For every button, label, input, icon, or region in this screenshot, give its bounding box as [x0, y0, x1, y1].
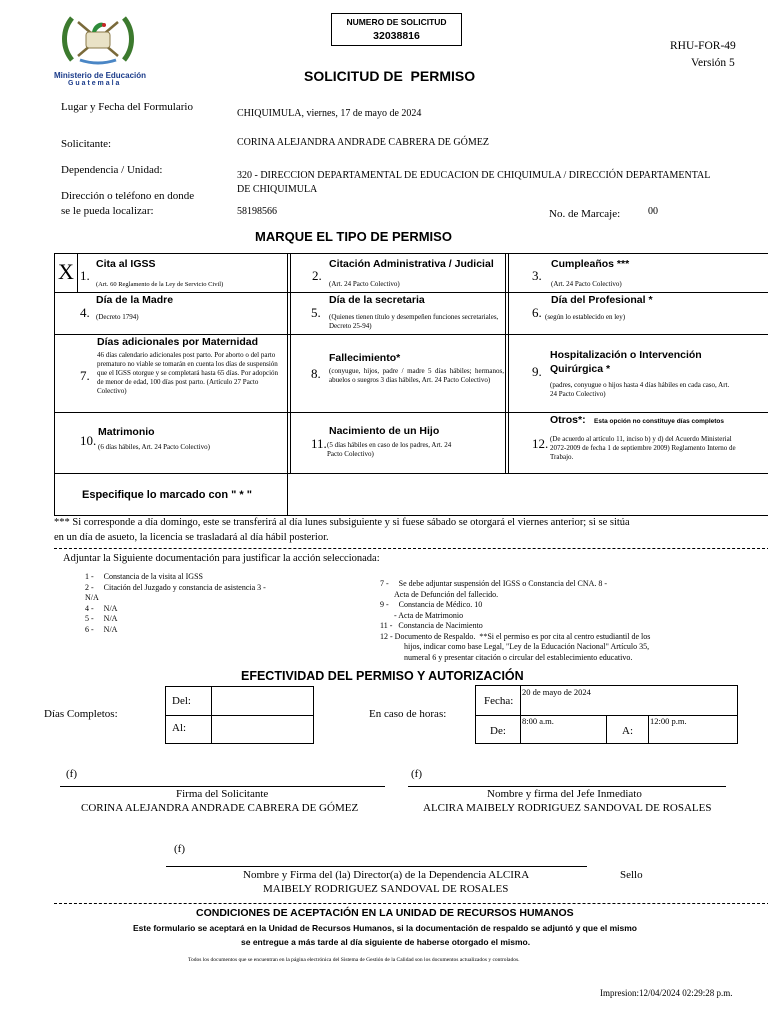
- permit-5-title[interactable]: Día de la secretaria: [329, 294, 425, 306]
- conditions-footer: Todos los documentos que se encuentran en la página electrónica del Sistema de Gestión de la Calidad son los documentos actualizados y controlados.: [188, 957, 520, 963]
- conditions-heading: CONDICIONES DE ACEPTACIÓN EN LA UNIDAD DE RECURSOS HUMANOS: [196, 907, 574, 919]
- solicitud-label: NUMERO DE SOLICITUD: [346, 17, 447, 27]
- signature-line-jefe[interactable]: [408, 786, 726, 787]
- permit-2-number: 2.: [312, 268, 322, 283]
- docs-right-list: [380, 579, 650, 663]
- permit-8-note: (conyugue, hijos, padre / madre 5 días hábiles; hermanos, abuelos o suegros 3 días hábiles, Art. 24 Pacto Colectivo): [329, 367, 504, 384]
- permit-10-note: (6 días hábiles, Art. 24 Pacto Colectivo): [98, 443, 210, 451]
- permit-3-note: (Art. 24 Pacto Colectivo): [551, 280, 622, 288]
- permit-5-number: 5.: [311, 305, 321, 320]
- del-input[interactable]: [212, 687, 312, 713]
- docs-left-item: 6 - N/A: [85, 624, 118, 634]
- permit-11-title[interactable]: Nacimiento de un Hijo: [329, 425, 440, 437]
- solicitante-caption: Firma del Solicitante: [176, 788, 269, 800]
- permit-3-number: 3.: [532, 268, 542, 283]
- sello-label: Sello: [620, 869, 643, 881]
- permit-6-title[interactable]: Día del Profesional *: [551, 294, 653, 306]
- permit-3-title[interactable]: Cumpleaños ***: [551, 258, 630, 270]
- docs-right-item: 7 - Se debe adjuntar suspensión del IGSS o Constancia del CNA. 8 -: [380, 579, 608, 588]
- docs-left-item: 2 - Citación del Juzgado y constancia de asistencia 3 -: [85, 582, 266, 592]
- footnote-line-1: *** Si corresponde a día domingo, este se transferirá al día lunes subsiguiente y si fuese sábado se otorgará el viernes anterior; si se sitúa: [54, 517, 630, 528]
- horas-table: [475, 685, 738, 744]
- solicitante-value: CORINA ALEJANDRA ANDRADE CABRERA DE GÓMEZ: [237, 137, 489, 148]
- marcaje-value: 00: [648, 206, 658, 217]
- f-mark-jefe: (f): [411, 768, 422, 780]
- permit-10-number: 10.: [80, 433, 97, 448]
- permit-2-note: (Art. 24 Pacto Colectivo): [329, 280, 400, 288]
- a-input[interactable]: 12:00 p.m.: [650, 716, 687, 726]
- print-timestamp: Impresion:12/04/2024 02:29:28 p.m.: [600, 988, 733, 998]
- lugar-value: CHIQUIMULA, viernes, 17 de mayo de 2024: [237, 108, 422, 119]
- jefe-caption: Nombre y firma del Jefe Inmediato: [487, 788, 642, 800]
- docs-heading: Adjuntar la Siguiente documentación para justificar la acción seleccionada:: [63, 553, 380, 564]
- conditions-line-1: Este formulario se aceptará en la Unidad de Recursos Humanos, si la documentación de respaldo se adjuntó y que el mismo: [133, 923, 638, 933]
- jefe-signature-name: ALCIRA MAIBELY RODRIGUEZ SANDOVAL DE ROSALES: [423, 802, 712, 814]
- director-caption-line-1: Nombre y Firma del (la) Director(a) de la Dependencia ALCIRA: [243, 869, 530, 881]
- docs-left-item: N/A: [85, 593, 99, 602]
- docs-right-item: numeral 6 y presentar citación o circular del establecimiento educativo.: [404, 652, 633, 662]
- del-label: Del:: [172, 695, 191, 707]
- dependencia-label: Dependencia / Unidad:: [61, 164, 163, 176]
- permit-12-number: 12.: [532, 436, 549, 451]
- docs-right-item: - Acta de Matrimonio: [394, 610, 464, 620]
- permit-6-note: (según lo establecido en ley): [545, 313, 626, 321]
- f-mark-solicitante: (f): [66, 768, 77, 780]
- de-input[interactable]: 8:00 a.m.: [522, 716, 554, 726]
- docs-left-item: 1 - Constancia de la visita al IGSS: [85, 572, 203, 581]
- permit-4-title[interactable]: Día de la Madre: [96, 294, 174, 306]
- coat-of-arms-icon: [58, 10, 138, 66]
- permit-8-number: 8.: [311, 366, 321, 381]
- permit-9-note: (padres, conyugue o hijos hasta 4 días hábiles en cada caso, Art. 24 Pacto Colectivo): [550, 381, 730, 398]
- divider: [54, 548, 768, 550]
- footnote-line-2: en un día de asueto, la licencia se trasladará al día hábil posterior.: [54, 532, 329, 543]
- direccion-value: 58198566: [237, 206, 277, 217]
- docs-left-list: [85, 572, 266, 635]
- especifique-field[interactable]: [290, 474, 768, 514]
- ministry-logo: [54, 10, 147, 87]
- page-title: SOLICITUD DE PERMISO: [304, 68, 476, 84]
- docs-right-item: hijos, indicar como base Legal, "Ley de la Educación Nacional" Artículo 35,: [404, 642, 650, 651]
- permit-1-title[interactable]: Cita al IGSS: [96, 258, 156, 270]
- permit-10-title[interactable]: Matrimonio: [98, 426, 155, 438]
- lugar-label: Lugar y Fecha del Formulario: [61, 101, 193, 113]
- permit-9-title[interactable]: Hospitalización o Intervención Quirúrgica *: [550, 349, 702, 375]
- solicitud-number: 32038816: [373, 30, 420, 42]
- permit-11-number: 11.: [311, 436, 327, 451]
- a-label: A:: [622, 725, 633, 737]
- permit-7-number: 7.: [80, 368, 90, 383]
- permit-4-number: 4.: [80, 305, 90, 320]
- permit-2-title[interactable]: Citación Administrativa / Judicial: [329, 258, 494, 270]
- form-code: RHU-FOR-49: [670, 40, 736, 52]
- permit-12-note-bold: Esta opción no constituye días completos: [594, 418, 725, 425]
- f-mark-director: (f): [174, 843, 185, 855]
- direccion-label-1: Dirección o teléfono en donde: [61, 190, 195, 202]
- permit-12-note: (De acuerdo al artículo 11, inciso b) y d) del Acuerdo Ministerial 2072-2009 de fecha 1 de septiembre 2009) Reglamento Interno de Trabajo.: [550, 435, 736, 461]
- fecha-input[interactable]: 20 de mayo de 2024: [522, 687, 591, 697]
- permit-4-note: (Decreto 1794): [96, 313, 139, 321]
- en-caso-horas-label: En caso de horas:: [369, 708, 447, 720]
- form-version: Versión 5: [691, 57, 735, 69]
- conditions-line-2: se entregue a más tarde al día siguiente de haberse otorgado el mismo.: [241, 937, 531, 947]
- docs-left-item: 4 - N/A: [85, 603, 118, 613]
- de-label: De:: [490, 725, 506, 737]
- al-input[interactable]: [212, 715, 312, 741]
- docs-right-item: Acta de Defunción del fallecido.: [394, 589, 499, 599]
- docs-left-item: 5 - N/A: [85, 614, 118, 623]
- permit-7-note: 46 días calendario adicionales post parto. Por aborto o del parto prematuro no viable se tomarán en cuenta los días de suspensión que el IGSS otorgue y se completará hasta 65 días. Por adopción de menor de edad, 100 días post parto. (Artículo 27 Pacto Colectivo): [97, 351, 279, 395]
- permit-7-title[interactable]: Días adicionales por Maternidad: [97, 336, 259, 348]
- permit-8-title[interactable]: Fallecimiento*: [329, 352, 401, 364]
- director-caption-line-2: MAIBELY RODRIGUEZ SANDOVAL DE ROSALES: [263, 883, 509, 895]
- docs-right-item: 9 - Constancia de Médico. 10: [380, 600, 483, 609]
- al-label: Al:: [172, 722, 187, 734]
- permit-11-note: (5 días hábiles en caso de los padres, Art. 24 Pacto Colectivo): [327, 441, 452, 458]
- permit-types-heading: MARQUE EL TIPO DE PERMISO: [255, 229, 452, 244]
- especifique-label: Especifique lo marcado con " * ": [82, 489, 252, 501]
- signature-line-solicitante[interactable]: [60, 786, 385, 787]
- solicitud-number-box: [331, 13, 462, 46]
- dependencia-value-2: DE CHIQUIMULA: [237, 184, 318, 195]
- solicitante-label: Solicitante:: [61, 138, 112, 150]
- docs-right-item: 12 - Documento de Respaldo. **Si el permiso es por cita al centro estudiantil de los: [380, 631, 651, 641]
- dias-completos-label: Días Completos:: [44, 708, 118, 720]
- divider: [54, 903, 768, 905]
- marcaje-label: No. de Marcaje:: [549, 208, 621, 220]
- permit-9-number: 9.: [532, 364, 542, 379]
- permit-5-note: (Quienes tienen título y desempeñen funciones secretariales, Decreto 25-94): [329, 313, 499, 330]
- efectividad-heading: EFECTIVIDAD DEL PERMISO Y AUTORIZACIÓN: [241, 669, 524, 683]
- direccion-label-2: se le pueda localizar:: [61, 205, 154, 217]
- fecha-label: Fecha:: [484, 695, 514, 707]
- signature-line-director[interactable]: [166, 866, 587, 867]
- permit-6-number: 6.: [532, 305, 542, 320]
- permit-1-note: (Art. 60 Reglamento de la Ley de Servicio Civil): [96, 281, 224, 288]
- dependencia-value-1: 320 - DIRECCION DEPARTAMENTAL DE EDUCACION DE CHIQUIMULA / DIRECCIÓN DEPARTAMENTAL: [237, 170, 711, 181]
- logo-text-ministry: Ministerio de Educación: [54, 71, 147, 80]
- solicitante-signature-name: CORINA ALEJANDRA ANDRADE CABRERA DE GÓMEZ: [81, 802, 359, 814]
- docs-right-item: 11 - Constancia de Nacimiento: [380, 621, 483, 630]
- permit-12-title[interactable]: Otros*:: [550, 414, 586, 426]
- permit-mark-x[interactable]: X: [58, 259, 74, 284]
- logo-text-country: G u a t e m a l a: [68, 80, 120, 87]
- permit-1-number: 1.: [80, 268, 90, 283]
